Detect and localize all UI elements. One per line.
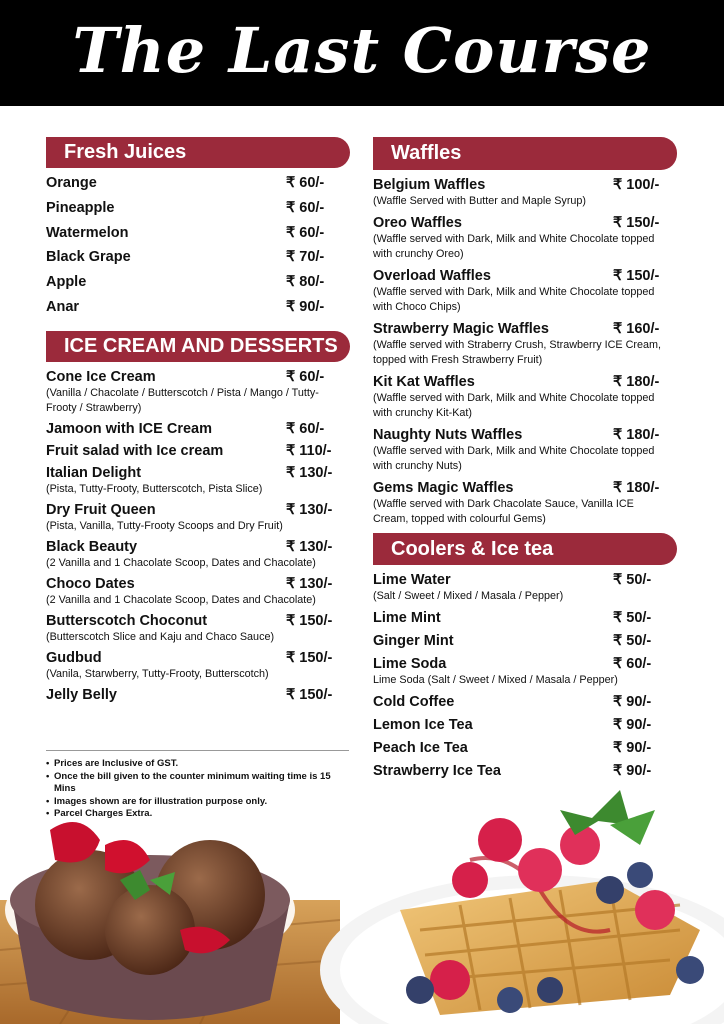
item-name: Fruit salad with Ice cream [46,442,224,459]
menu-item-row [373,632,667,650]
note-item: • Parcel Charges Extra. [46,808,349,821]
menu-item-gudbud [46,649,350,682]
section-header-desserts: ICE CREAM AND DESSERTS [46,331,350,362]
item-name: Belgium Waffles [373,177,486,193]
item-name: Jelly Belly [46,686,117,703]
item-name: Choco Dates [46,575,135,592]
desserts-list [46,368,350,704]
item-description: (Waffle served with Dark, Milk and White Chocolate topped with Choco Chips) [373,286,655,313]
menu-item-strawberry-magic-waffles [373,320,677,368]
item-name: Anar [46,298,80,315]
item-description: Lime Soda (Salt / Sweet / Mixed / Masala / Pepper) [373,674,618,686]
menu-item-lime-soda [373,655,677,688]
section-header-fresh-juices: Fresh Juices [46,137,350,168]
menu-item-black-grape [46,248,350,273]
menu-item-lime-water [373,571,677,604]
item-name: Lime Water [373,572,451,588]
item-name: Gudbud [46,649,102,666]
menu-item-apple [46,273,350,298]
item-price: ₹ 70/- [286,249,325,266]
menu-item-row [373,214,667,232]
menu-item-anar [46,298,350,323]
menu-item-row [373,762,667,780]
ice-cream-bowl-image [0,800,340,1024]
item-price: ₹ 180/- [613,374,660,390]
menu-item-cold-coffee [373,693,677,711]
item-description: (Waffle served with Dark, Milk and White Chocolate topped with crunchy Oreo) [373,233,655,260]
section-header-waffles: Waffles [373,137,677,170]
item-price: ₹ 90/- [613,740,652,756]
item-price: ₹ 150/- [613,268,660,284]
menu-item-oreo-waffles [373,214,677,262]
item-price: ₹ 60/- [286,420,325,437]
item-description: (Vanilla / Chacolate / Butterscotch / Pista / Mango / Tutty-Frooty / Strawberry) [46,386,319,414]
item-name: Lime Mint [373,610,441,626]
item-price: ₹ 90/- [613,763,652,779]
menu-item-row [46,501,340,519]
item-description: (Waffle served with Dark Chacolate Sauce, Vanilla ICE Cream, topped with colourful Gems) [373,498,634,525]
item-name: Gems Magic Waffles [373,480,514,496]
item-price: ₹ 80/- [286,274,325,291]
item-name: Lime Soda [373,656,447,672]
menu-item-row [46,224,340,242]
menu-item-overload-waffles [373,267,677,315]
item-price: ₹ 180/- [613,427,660,443]
item-description: (Vanila, Starwberry, Tutty-Frooty, Butterscotch) [46,667,269,680]
menu-item-row [373,571,667,589]
item-name: Dry Fruit Queen [46,501,156,518]
menu-item-lemon-ice-tea [373,716,677,734]
menu-item-naughty-nuts-waffles [373,426,677,474]
menu-item-row [373,693,667,711]
menu-item-row [46,420,340,438]
item-description: (Waffle served with Dark, Milk and White Chocolate topped with crunchy Kit-Kat) [373,392,655,419]
item-name: Watermelon [46,224,129,241]
menu-item-row [46,464,340,482]
item-description: (2 Vanilla and 1 Chacolate Scoop, Dates and Chacolate) [46,593,316,606]
item-name: Cone Ice Cream [46,368,156,385]
menu-item-row [373,267,667,285]
menu-item-row [46,575,340,593]
item-price: ₹ 160/- [613,321,660,337]
item-price: ₹ 130/- [286,575,333,592]
item-name: Overload Waffles [373,268,491,284]
header-bar [0,0,724,106]
item-price: ₹ 50/- [613,572,652,588]
item-name: Lemon Ice Tea [373,717,473,733]
menu-item-dry-fruit-queen [46,501,350,534]
item-name: Apple [46,274,87,291]
menu-item-pineapple [46,199,350,224]
menu-item-choco-dates [46,575,350,608]
menu-item-orange [46,174,350,199]
menu-item-butterscotch-choconut [46,612,350,645]
menu-item-row [373,426,667,444]
item-price: ₹ 130/- [286,538,333,555]
menu-item-row [373,739,667,757]
item-name: Kit Kat Waffles [373,374,475,390]
menu-item-row [46,649,340,667]
menu-item-watermelon [46,224,350,249]
menu-item-row [373,176,667,194]
item-price: ₹ 60/- [286,224,325,241]
coolers-list [373,571,677,780]
item-description: (Waffle served with Straberry Crush, Strawberry ICE Cream, topped with Fresh Strawberry Fruit) [373,339,661,366]
item-price: ₹ 60/- [286,368,325,385]
item-price: ₹ 90/- [613,717,652,733]
menu-item-row [46,248,340,266]
item-name: Cold Coffee [373,694,455,710]
item-name: Strawberry Magic Waffles [373,321,549,337]
menu-item-row [373,655,667,673]
menu-item-row [46,368,340,386]
item-price: ₹ 150/- [286,612,333,629]
fresh-juices-list [46,174,350,323]
item-name: Jamoon with ICE Cream [46,420,212,437]
item-description: (Waffle served with Dark, Milk and White Chocolate topped with crunchy Nuts) [373,445,655,472]
menu-item-row [46,442,340,460]
note-item: • Once the bill given to the counter minimum waiting time is 15 Mins [46,771,349,796]
menu-item-row [373,320,667,338]
item-name: Strawberry Ice Tea [373,763,501,779]
item-description: (Butterscotch Slice and Kaju and Chaco Sauce) [46,630,275,643]
menu-item-belgium-waffles [373,176,677,209]
menu-item-lime-mint [373,609,677,627]
menu-item-row [46,174,340,192]
menu-item-gems-magic-waffles [373,479,677,527]
item-price: ₹ 110/- [286,442,332,459]
item-name: Peach Ice Tea [373,740,468,756]
note-item: • Images shown are for illustration purpose only. [46,796,349,809]
item-description: (Waffle Served with Butter and Maple Syrup) [373,195,587,207]
item-name: Ginger Mint [373,633,454,649]
note-item: • Prices are Inclusive of GST. [46,758,349,771]
item-price: ₹ 90/- [613,694,652,710]
item-price: ₹ 90/- [286,298,325,315]
waffles-section [373,137,677,527]
item-price: ₹ 130/- [286,501,333,518]
item-description: (Pista, Vanilla, Tutty-Frooty Scoops and Dry Fruit) [46,519,283,532]
item-price: ₹ 150/- [286,649,333,666]
coolers-section [373,533,677,780]
section-header-coolers: Coolers & Ice tea [373,533,677,565]
item-price: ₹ 60/- [613,656,652,672]
menu-item-row [46,686,340,704]
left-column [46,137,350,708]
desserts-section [46,331,350,704]
item-description: (Pista, Tutty-Frooty, Butterscotch, Pista Slice) [46,482,263,495]
item-name: Naughty Nuts Waffles [373,427,523,443]
item-description: (2 Vanilla and 1 Chacolate Scoop, Dates and Chacolate) [46,556,316,569]
menu-item-row [46,273,340,291]
item-price: ₹ 50/- [613,633,652,649]
item-price: ₹ 50/- [613,610,652,626]
item-price: ₹ 180/- [613,480,660,496]
waffle-plate-image [310,780,724,1024]
menu-item-row [46,199,340,217]
menu-item-row [46,298,340,316]
menu-item-jamoon-with-ice-cream [46,420,350,438]
fresh-juices-section [46,137,350,323]
item-price: ₹ 60/- [286,199,325,216]
menu-item-row [46,538,340,556]
menu-item-cone-ice-cream [46,368,350,416]
item-name: Black Grape [46,249,131,266]
menu-item-jelly-belly [46,686,350,704]
menu-item-row [373,373,667,391]
item-price: ₹ 130/- [286,464,333,481]
waffles-list [373,176,677,527]
right-column [373,137,677,785]
menu-item-row [46,612,340,630]
item-name: Oreo Waffles [373,215,462,231]
item-name: Pineapple [46,199,115,216]
item-name: Orange [46,175,97,191]
menu-item-italian-delight [46,464,350,497]
item-price: ₹ 150/- [613,215,660,231]
menu-item-row [373,716,667,734]
item-name: Butterscotch Choconut [46,612,208,629]
item-price: ₹ 60/- [286,175,325,191]
menu-item-row [373,479,667,497]
menu-item-ginger-mint [373,632,677,650]
item-name: Black Beauty [46,538,138,555]
menu-item-black-beauty [46,538,350,571]
item-name: Italian Delight [46,464,142,481]
restaurant-title: The Last Course [72,14,652,87]
item-price: ₹ 150/- [286,686,333,703]
item-price: ₹ 100/- [613,177,660,193]
item-description: (Salt / Sweet / Mixed / Masala / Pepper) [373,590,564,602]
menu-item-fruit-salad-with-ice-cream [46,442,350,460]
menu-item-strawberry-ice-tea [373,762,677,780]
menu-item-peach-ice-tea [373,739,677,757]
menu-item-row [373,609,667,627]
menu-item-kit-kat-waffles [373,373,677,421]
